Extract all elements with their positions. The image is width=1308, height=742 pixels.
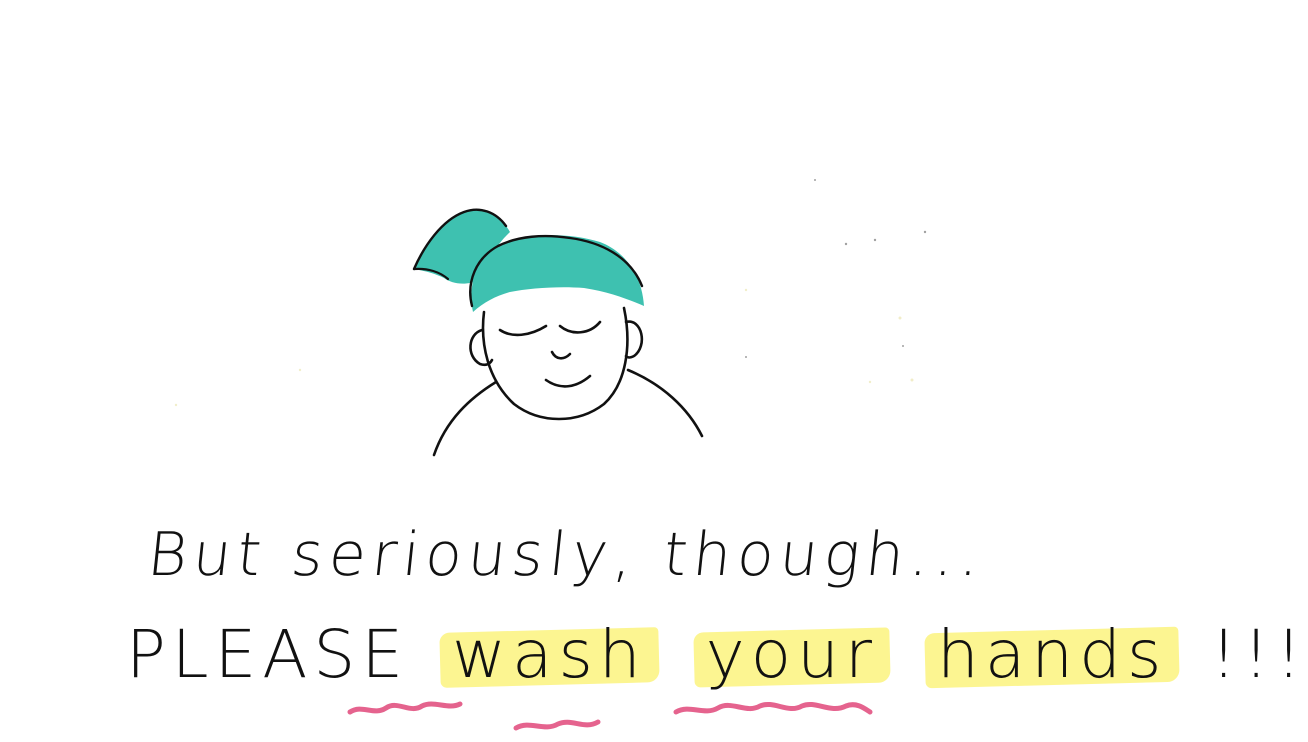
eye-left bbox=[500, 326, 546, 335]
hair bbox=[414, 210, 644, 312]
eye-right bbox=[560, 322, 600, 332]
face-outline bbox=[483, 308, 627, 419]
ear-left bbox=[470, 330, 492, 365]
head bbox=[470, 308, 641, 419]
nose bbox=[552, 352, 570, 358]
word-please: PLEASE bbox=[126, 616, 410, 693]
squiggle-your bbox=[516, 722, 598, 728]
shoulders bbox=[434, 370, 702, 455]
exclamation-marks: !!! bbox=[1210, 616, 1308, 693]
squiggle-wash bbox=[350, 704, 460, 712]
word-hands: hands bbox=[931, 616, 1173, 693]
background-dots bbox=[745, 179, 926, 358]
background-specks bbox=[175, 289, 914, 406]
word-wash: wash bbox=[446, 616, 653, 693]
caption-line-1: But seriously, though... bbox=[144, 520, 989, 590]
mouth bbox=[546, 376, 590, 386]
underline-squiggles bbox=[350, 704, 870, 728]
word-your: your bbox=[700, 616, 884, 693]
squiggle-hands bbox=[676, 704, 870, 712]
